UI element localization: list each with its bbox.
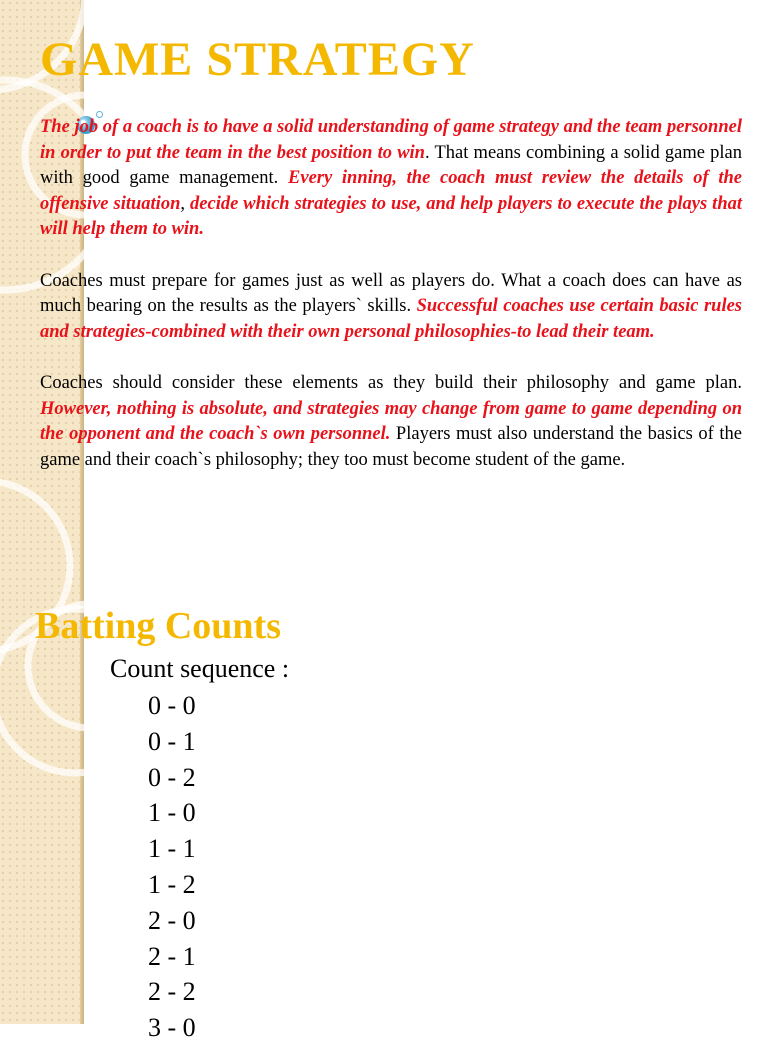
emphasized-text: Every inning, the coach must review the details of the offensive situation	[40, 168, 742, 214]
count-item: 3 - 0	[148, 1013, 196, 1043]
paragraph	[40, 269, 742, 346]
count-item: 0 - 2	[148, 762, 196, 792]
count-item: 2 - 1	[148, 941, 196, 971]
count-list	[148, 688, 196, 1046]
body-text: ,	[180, 193, 191, 214]
count-item: 0 - 0	[148, 691, 196, 720]
paragraph	[40, 371, 742, 473]
count-sequence-label: Count sequence :	[110, 654, 290, 683]
emphasized-text: decide which strategies to use, and help players to execute the plays that will help them to win.	[40, 193, 743, 240]
section-title: Batting Counts	[35, 605, 281, 647]
emphasized-text: The job of a coach is to have a solid understanding of game strategy and the team personnel in order to put the team in the best position to win	[40, 117, 742, 163]
slide-body	[40, 115, 742, 499]
emphasized-text: Successful coaches use certain basic rules and strategies-combined with their own personal philosophies-to lead their team.	[40, 296, 742, 342]
body-text: Coaches should consider these elements as they build their philosophy and game plan.	[40, 372, 742, 393]
count-item: 2 - 2	[148, 977, 196, 1007]
body-text: Coaches must prepare for games just as well as players do. What a coach does can have as much bearing on the results as the players` skills.	[40, 270, 742, 317]
body-text: Players must also understand the basics of the game and their coach`s philosophy; they too must become student of the game.	[40, 424, 742, 470]
paragraph	[40, 115, 742, 243]
count-item: 1 - 0	[148, 798, 196, 828]
slide-batting-counts	[0, 576, 768, 1043]
count-item: 0 - 1	[148, 726, 196, 756]
body-text: . That means combining a solid game plan with good game management.	[40, 142, 742, 189]
page-title: GAME STRATEGY	[40, 33, 475, 86]
emphasized-text: However, nothing is absolute, and strategies may change from game to game depending on the opponent and the coach`s own personnel.	[40, 398, 742, 445]
count-item: 1 - 1	[148, 834, 196, 864]
count-item: 2 - 0	[148, 905, 196, 935]
count-item: 1 - 2	[148, 869, 196, 899]
